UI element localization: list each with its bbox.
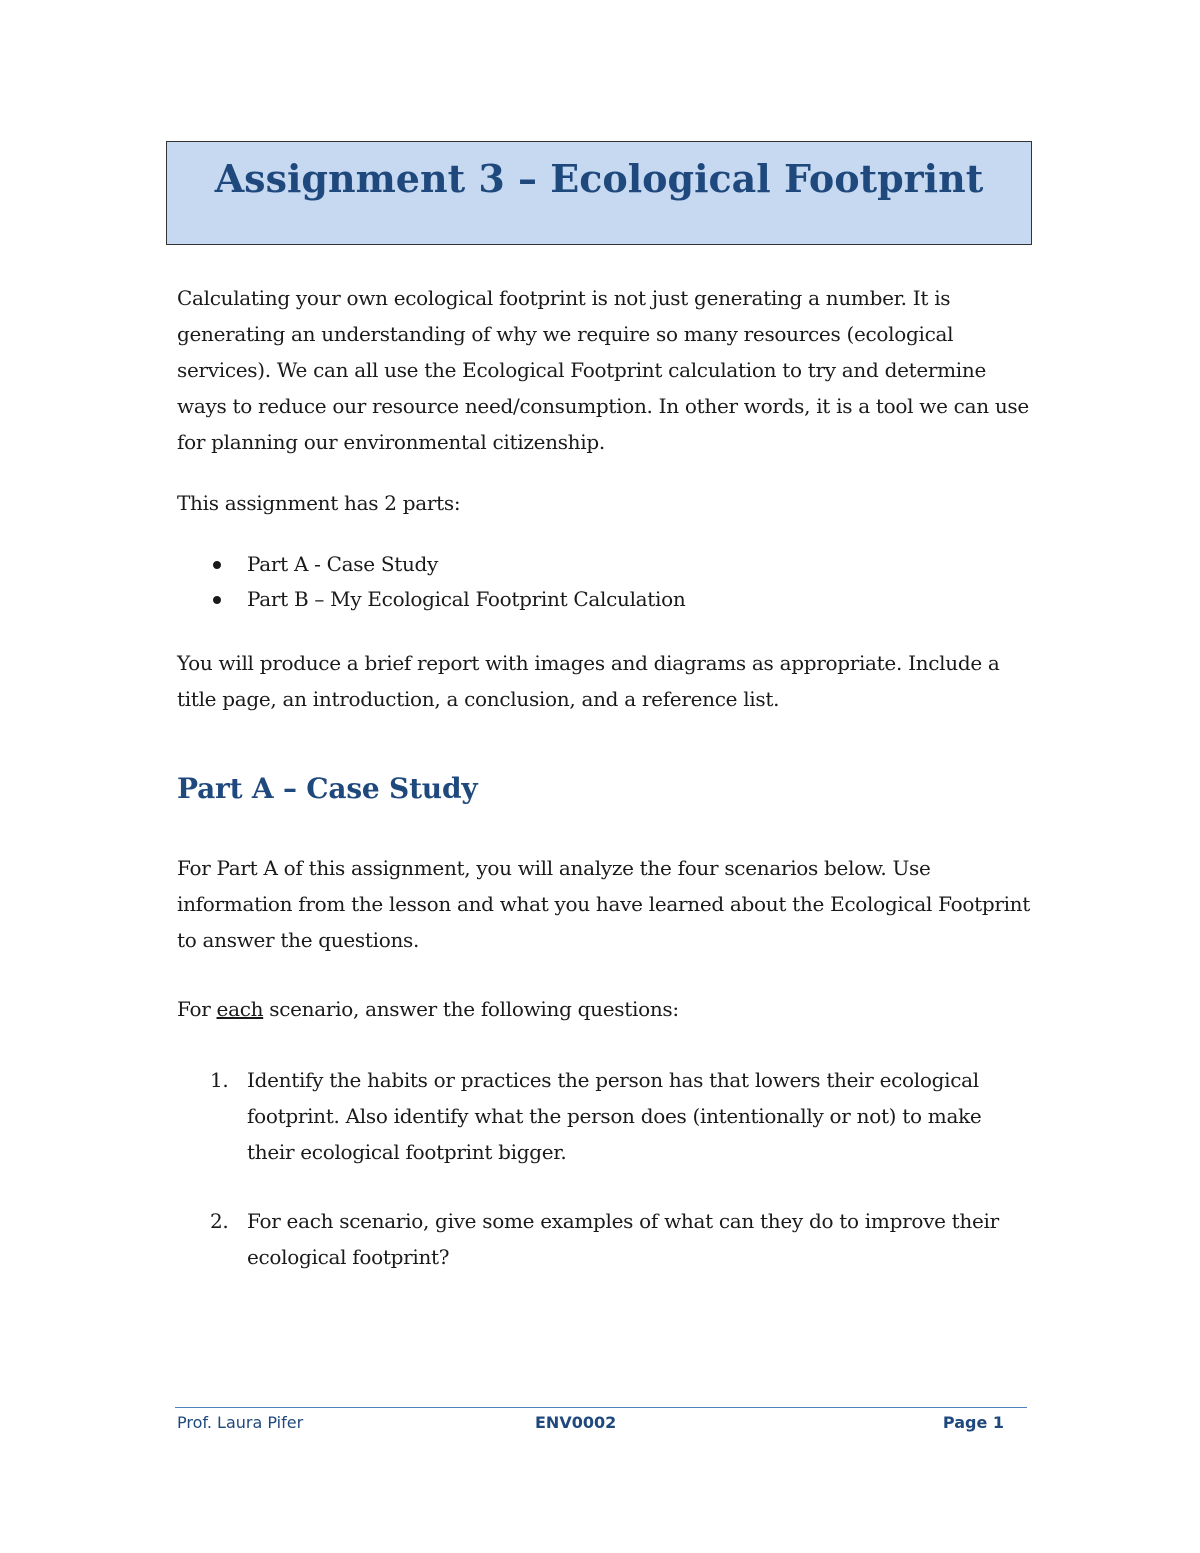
question-text: For each scenario, give some examples of what can they do to improve their ecological footprint? [247, 1209, 999, 1269]
list-item [210, 1062, 1030, 1170]
question-list-2 [210, 1203, 1030, 1275]
part-a-label: Part A - Case Study [247, 552, 439, 576]
list-item [210, 547, 685, 582]
title-box [166, 141, 1032, 245]
section-heading-part-a: Part A – Case Study [177, 772, 478, 805]
footer-divider [175, 1407, 1027, 1408]
questions-intro-before: For [177, 997, 217, 1021]
list-item [210, 1203, 1030, 1275]
list-item [210, 582, 685, 617]
questions-intro-after: scenario, answer the following questions: [263, 997, 679, 1021]
question-number: 1. [210, 1068, 229, 1092]
document-title: Assignment 3 – Ecological Footprint [214, 156, 984, 201]
question-list-1 [210, 1062, 1030, 1170]
footer-course: ENV0002 [535, 1413, 617, 1432]
questions-intro [177, 991, 1037, 1027]
report-instructions: You will produce a brief report with images and diagrams as appropriate. Include a title page, an introduction, a conclusion, and a reference list. [177, 651, 1000, 711]
question-text: Identify the habits or practices the person has that lowers their ecological footprint. Also identify what the person does (intentionally or not) to make their ecological footprint bigger. [247, 1068, 982, 1164]
footer-author: Prof. Laura Pifer [177, 1413, 304, 1432]
part-a-description: For Part A of this assignment, you will analyze the four scenarios below. Use information from the lesson and what you have learned about the Ecological Footprint to answer the questions. [177, 856, 1031, 952]
part-b-label: Part B – My Ecological Footprint Calculation [247, 587, 686, 611]
parts-intro: This assignment has 2 parts: [177, 491, 461, 515]
parts-list [210, 547, 685, 617]
questions-intro-emphasis: each [216, 997, 264, 1021]
bullet-icon [213, 596, 221, 604]
intro-paragraph: Calculating your own ecological footprint is not just generating a number. It is generating an understanding of why we require so many resources (ecological services). We can all use the Ecological Footprint calculation to try and determine ways to reduce our resource need/consumption. In other words, it is a tool we can use for planning our environmental citizenship. [177, 286, 1029, 454]
bullet-icon [213, 561, 221, 569]
question-number: 2. [210, 1209, 229, 1233]
footer-page-number: Page 1 [942, 1413, 1004, 1432]
